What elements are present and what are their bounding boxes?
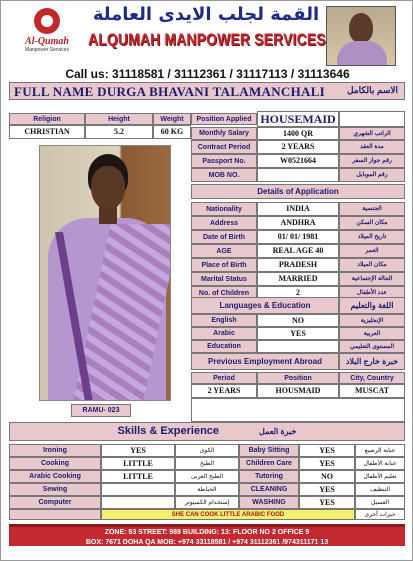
position-col-header: Position [257, 372, 339, 384]
nationality-label: Nationality [191, 202, 257, 216]
reference-code: RAMU- 023 [71, 404, 131, 417]
nationality-value: INDIA [257, 202, 339, 216]
skill-cooking-arabic: الطبخ [175, 457, 239, 470]
english-label: English [191, 314, 257, 327]
skill-computer-value [101, 496, 175, 509]
skills-title: Skills & Experience [117, 425, 220, 437]
previous-employment-title: Previous Employment Abroad [191, 353, 339, 370]
mobile-label: MOB NO. [191, 168, 257, 182]
full-name-arabic: الاسم بالكامل [346, 85, 398, 95]
place-of-birth-arabic: مكان الميلاد [339, 258, 405, 272]
previous-position-value: HOUSMAID [257, 384, 339, 398]
footer-address-bar [9, 524, 405, 546]
footer-address-line-2: BOX: 7671 DOHA QA MOB: +974 33118581 / +974 31112361 /974311171 13 [85, 539, 329, 546]
skill-arabic-cooking-label: Arabic Cooking [9, 470, 101, 483]
skill-cooking-value: LITTLE [101, 457, 175, 470]
weight-header: Weight [153, 113, 191, 125]
position-header: Position Applied [191, 113, 257, 125]
other-skills-note: SHE CAN COOK LITTLE ARABIC FOOD [101, 509, 355, 520]
full-name-bar [9, 82, 405, 100]
position-applied: HOUSEMAID [257, 111, 339, 127]
skill-washing-arabic: الغسيل [355, 496, 405, 509]
age-value: REAL AGE 40 [257, 244, 339, 258]
education-value [257, 340, 339, 353]
arabic-company-title: القمة لجلب الايدى العاملة [92, 4, 320, 25]
passport-arabic: رقم جواز السفر [339, 154, 405, 168]
skills-title-arabic: خبرة العمل [259, 426, 297, 436]
skill-computer-arabic: إستخدام الكمبيوتر [175, 496, 239, 509]
skill-ironing-value: YES [101, 444, 175, 457]
period-value: 2 YEARS [191, 384, 257, 398]
logo-subtitle: Manpower Services [25, 47, 69, 53]
height-header: Height [85, 113, 153, 125]
children-arabic: عدد الأطفال [339, 286, 405, 300]
arabic-arabic: العربية [339, 327, 405, 340]
skill-sewing-value [101, 483, 175, 496]
english-value: NO [257, 314, 339, 327]
contract-period-label: Contract Period [191, 140, 257, 154]
skill-tutoring-value: NO [299, 470, 355, 483]
dob-value: 01/ 01/ 1981 [257, 230, 339, 244]
children-value: 2 [257, 286, 339, 300]
details-title: Details of Application [191, 184, 405, 199]
passport-value: W0521664 [257, 154, 339, 168]
position-filler [339, 111, 405, 127]
skill-arabic-cooking-value: LITTLE [101, 470, 175, 483]
skill-ironing-arabic: الكوى [175, 444, 239, 457]
place-of-birth-value: PRADESH [257, 258, 339, 272]
age-label: AGE [191, 244, 257, 258]
skill-computer-label: Computer [9, 496, 101, 509]
candidate-photo [39, 145, 171, 401]
previous-employment-blank-row [191, 398, 405, 422]
footer-address-line-1: ZONE: 53 STREET: 989 BUILDING: 13: FLOOR NO 2 OFFICE 9 [104, 529, 310, 536]
address-label: Address [191, 216, 257, 230]
call-numbers: Call us: 31118581 / 31112361 / 31117113 / 31113646 [65, 67, 350, 81]
skill-baby-sitting-label: Baby Sitting [239, 444, 299, 457]
skill-baby-sitting-arabic: عناية الرضيع [355, 444, 405, 457]
nationality-arabic: الجنسية [339, 202, 405, 216]
skill-children-care-value: YES [299, 457, 355, 470]
english-arabic: الإنجليزية [339, 314, 405, 327]
weight-value: 60 KG [153, 125, 191, 139]
skill-children-care-label: Children Care [239, 457, 299, 470]
religion-value: CHRISTIAN [9, 125, 85, 139]
languages-title-arabic: اللغة والتعليم [339, 297, 405, 314]
skill-arabic-cooking-arabic: الطبخ العربى [175, 470, 239, 483]
skill-cleaning-label: CLEANING [239, 483, 299, 496]
contract-period-arabic: مدة العقد [339, 140, 405, 154]
marital-status-label: Marital Status [191, 272, 257, 286]
header [6, 4, 409, 68]
height-value: 5.2 [85, 125, 153, 139]
education-label: Education [191, 340, 257, 353]
dob-arabic: تاريخ الميلاد [339, 230, 405, 244]
other-skills-arabic: خبرات أخرى [355, 509, 405, 520]
religion-header: Religion [9, 113, 85, 125]
skill-cleaning-value: YES [299, 483, 355, 496]
skill-ironing-label: Ironing [9, 444, 101, 457]
previous-employment-title-arabic: خبرة خارج البلاد [339, 353, 405, 370]
city-country-value: MUSCAT [339, 384, 405, 398]
skill-baby-sitting-value: YES [299, 444, 355, 457]
place-of-birth-label: Place of Birth [191, 258, 257, 272]
english-company-title: ALQUMAH MANPOWER SERVICES [88, 30, 326, 49]
address-arabic: مكان السكن [339, 216, 405, 230]
skill-sewing-label: Sewing [9, 483, 101, 496]
skill-children-care-arabic: عناية الأطفال [355, 457, 405, 470]
skill-washing-label: WASHING [239, 496, 299, 509]
skill-cleaning-arabic: التنظيف [355, 483, 405, 496]
marital-status-arabic: الحالة الإجتماعية [339, 272, 405, 286]
logo-emblem-icon [34, 8, 60, 34]
marital-status-value: MARRIED [257, 272, 339, 286]
passport-label: Passport No. [191, 154, 257, 168]
address-value: ANDHRA [257, 216, 339, 230]
logo-brand: Al-Qumah [25, 36, 69, 47]
skill-washing-value: YES [299, 496, 355, 509]
skill-cooking-label: Cooking [9, 457, 101, 470]
skill-sewing-arabic: الخياطة [175, 483, 239, 496]
full-name: FULL NAME DURGA BHAVANI TALAMANCHALI [14, 84, 326, 99]
salary-arabic: الراتب الشهري [339, 127, 405, 140]
skill-tutoring-label: Tutoring [239, 470, 299, 483]
dob-label: Date of Birth [191, 230, 257, 244]
company-logo [16, 8, 78, 64]
salary-value: 1400 QR [257, 127, 339, 140]
children-label: No. of Children [191, 286, 257, 300]
age-arabic: العمر [339, 244, 405, 258]
contract-period-value: 2 YEARS [257, 140, 339, 154]
other-skills-left-cell [9, 509, 101, 520]
mobile-value [257, 168, 339, 182]
arabic-value: YES [257, 327, 339, 340]
city-country-header: City, Country [339, 372, 405, 384]
skills-title-bar [9, 422, 405, 441]
period-header: Period [191, 372, 257, 384]
candidate-thumbnail-photo [326, 6, 396, 66]
skill-tutoring-arabic: تعليم الأطفال [355, 470, 405, 483]
mobile-arabic: رقم الموبايل [339, 168, 405, 182]
languages-title: Languages & Education [191, 297, 339, 314]
arabic-label: Arabic [191, 327, 257, 340]
education-arabic: المستوى التعليمي [339, 340, 405, 353]
salary-label: Monthly Salary [191, 127, 257, 140]
